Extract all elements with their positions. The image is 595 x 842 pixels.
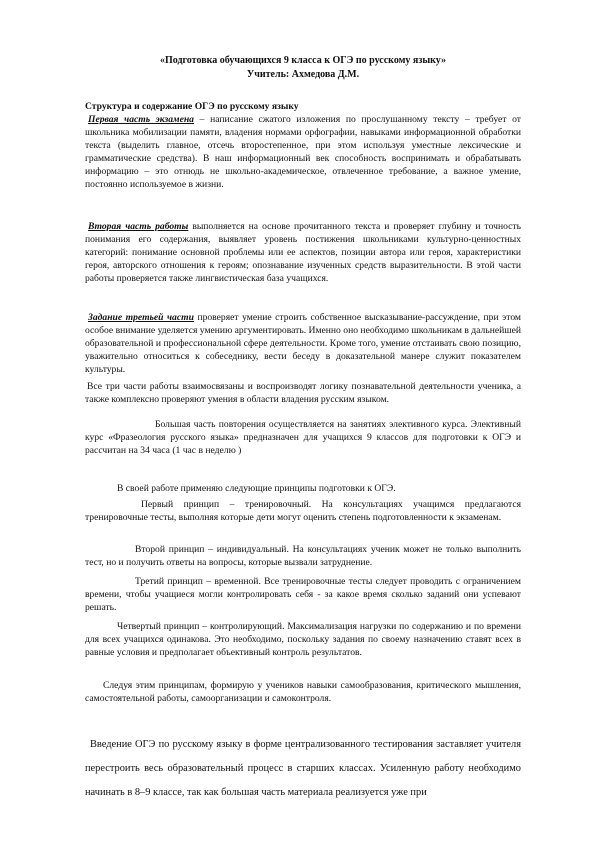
principle-1: Первый принцип – тренировочный. На консультациях учащимся предлагаются тренировочные тесты, выполняя которые дети могут оценить степень подготовленности к экзаменам. (85, 499, 521, 523)
part1-text: – написание сжатого изложения по прослушанному тексту – требует от школьника мобилизации памяти, владения нормами орфографии, навыками информационной обработки текста (выделить главное, отсечь второстепенное, при этом используя уместные лексические и грамматические средства). В наш информационный век способность воспринимать и обрабатывать информацию – это отнюдь не школьно-академическое, отвлеченное требование, а важное умение, постоянно используемое в жизни. (85, 114, 521, 190)
section-title: Структура и содержание ОГЭ по русскому языку (85, 101, 299, 112)
document-title: «Подготовка обучающихся 9 класса к ОГЭ по русскому языку» (159, 55, 447, 66)
part1-paragraph (85, 113, 521, 191)
principle-4: Четвертый принцип – контролирующий. Максимализация нагрузки по содержанию и по времени для всех учащихся одинакова. Это необходимо, поскольку задания по своему назначению ставят всех в равные условия и предполагает объективный контроль результатов. (85, 621, 521, 658)
part1-label: Первая часть экзамена (88, 114, 194, 125)
part2-label: Вторая часть работы (88, 221, 189, 232)
closing-paragraph: Введение ОГЭ по русскому языку в форме централизованного тестирования заставляет учителя перестроить весь образовательный процесс в старших классах. Усиленную работу необходимо начинать в 8–9 классе, так как большая часть материала реализуется уже при (85, 739, 521, 798)
principle-2: Второй принцип – индивидуальный. На консультациях ученик может не только выполнить тест, но и получить ответы на вопросы, которые вызвали затруднение. (85, 544, 521, 568)
elective-paragraph: Большая часть повторения осуществляется на занятиях элективного курса. Элективный курс «Фразеология русского языка» предназначен для учащихся 9 классов для подготовки к ОГЭ и рассчитан на 34 часа (1 час в неделю ) (85, 419, 521, 456)
principles-conclusion: Следуя этим принципам, формирую у учеников навыки самообразования, критического мышления, самостоятельной работы, самоорганизации и самоконтроля. (85, 680, 521, 704)
part2-paragraph (85, 220, 521, 285)
teacher-line: Учитель: Ахмедова Д.М. (246, 69, 360, 80)
principles-intro: В своей работе применяю следующие принципы подготовки к ОГЭ. (117, 483, 396, 494)
summary-paragraph: Все три части работы взаимосвязаны и воспроизводят логику познавательной деятельности ученика, а также комплексно проверяют умения в области владения русским языком. (85, 381, 521, 405)
principle-3: Третий принцип – временной. Все тренировочные тесты следует проводить с ограничением времени, чтобы учащиеся могли контролировать себя - за какое время сколько заданий они успевают решать. (85, 576, 521, 613)
part2-text: выполняется на основе прочитанного текста и проверяет глубину и точность понимания его содержания, выявляет уровень постижения школьниками культурно-ценностных категорий: понимание основной проблемы или ее аспектов, позиции автора или героя, характеристики героя, авторского отношения к героям; опознавание изученных средств выразительности. В этой части работы проверяется также лингвистическая база учащихся. (85, 221, 521, 284)
part3-paragraph (85, 311, 521, 376)
part3-label: Задание третьей части (88, 312, 194, 323)
part3-text: проверяет умение строить собственное высказывание-рассуждение, при этом особое внимание уделяется умению аргументировать. Именно оно необходимо школьникам в дальнейшей образовательной и профессиональной сфере деятельности. Кроме того, умение отстаивать свою позицию, уважительно относиться к собеседнику, вести беседу в доказательной манере служит показателем культуры. (85, 312, 521, 375)
